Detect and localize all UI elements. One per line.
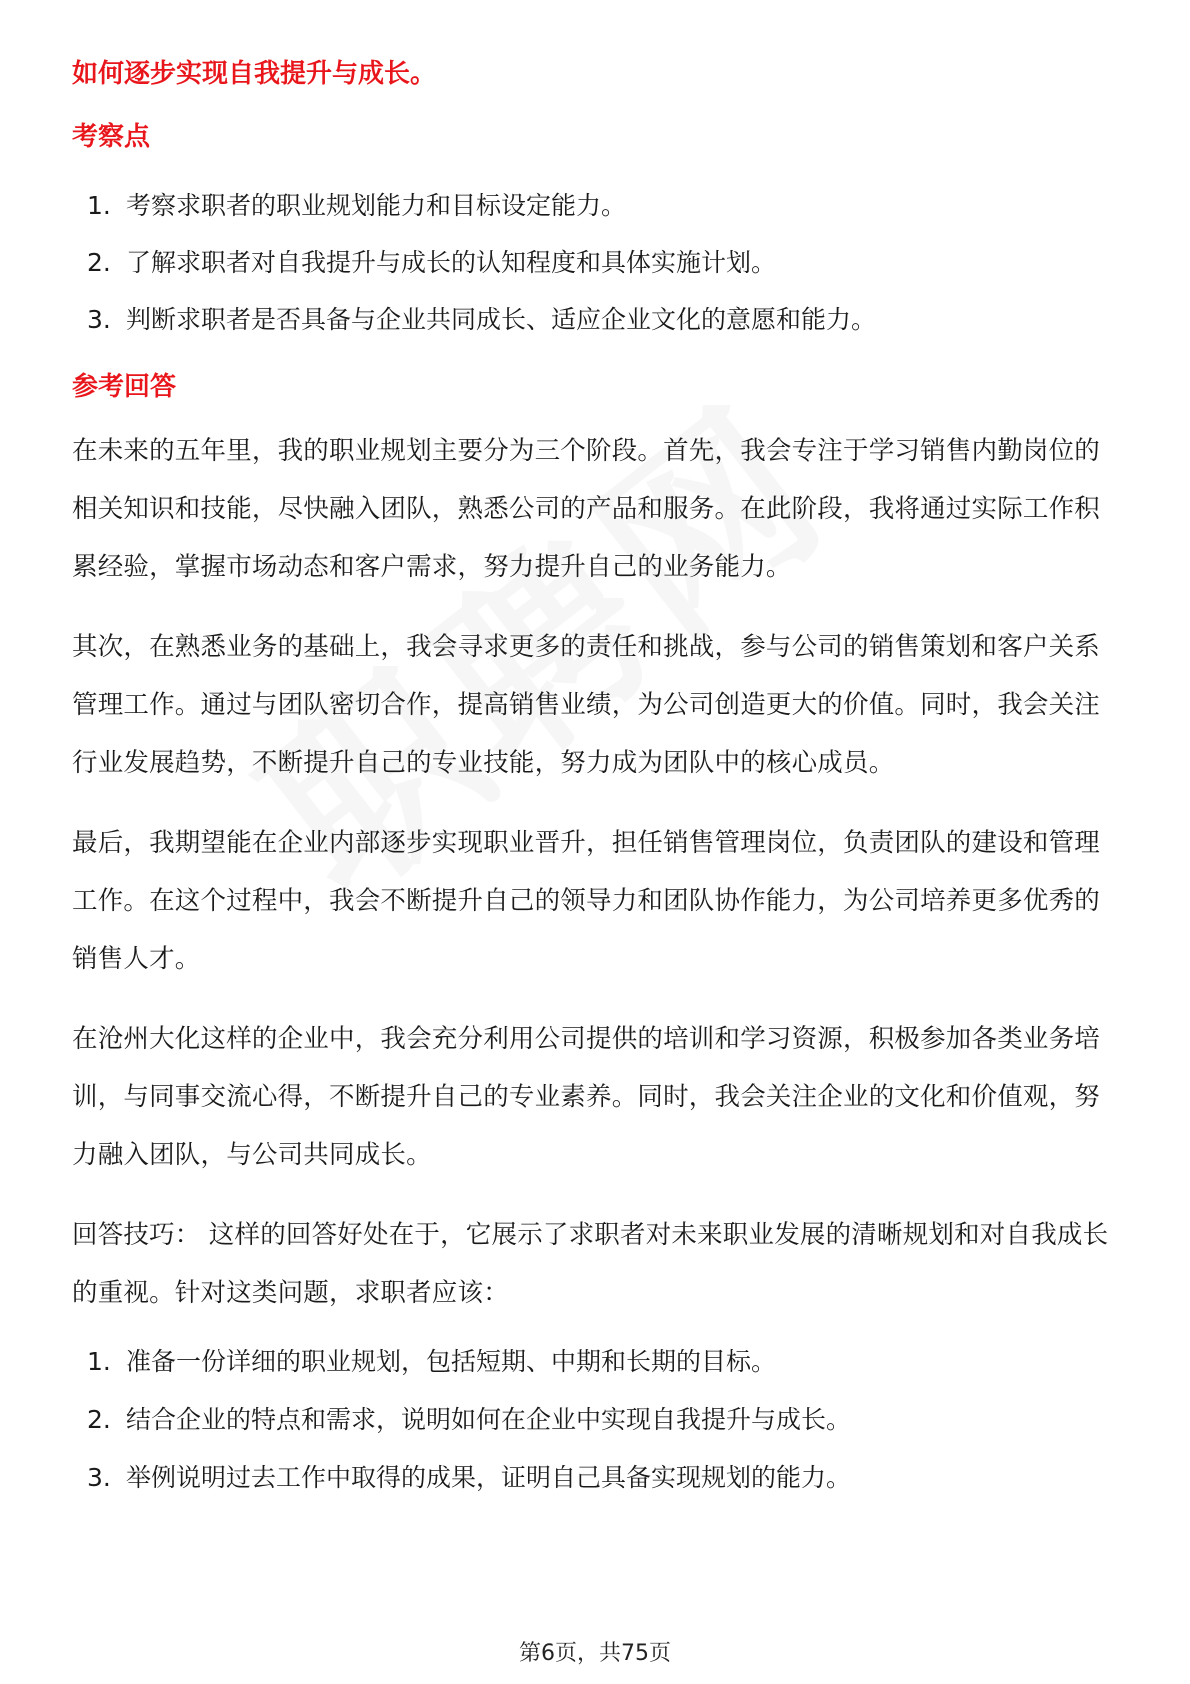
list-item: 3. 判断求职者是否具备与企业共同成长、适应企业文化的意愿和能力。 — [87, 305, 877, 334]
answer-paragraph-4: 在沧州大化这样的企业中，我会充分利用公司提供的培训和学习资源，积极参加各类业务培训，与同事交流心得，不断提升自己的专业素养。同时，我会关注企业的文化和价值观，努力融入团队，与公司共同成长。 — [72, 1024, 1101, 1170]
tips-list — [72, 1344, 1118, 1496]
answer-tips-intro: 回答技巧： 这样的回答好处在于，它展示了求职者对未来职业发展的清晰规划和对自我成长的重视。针对这类问题，求职者应该： — [72, 1220, 1109, 1308]
section-title-answer: 参考回答 — [72, 372, 177, 402]
section-title-kaocha: 考察点 — [72, 122, 151, 152]
answer-paragraph-3: 最后，我期望能在企业内部逐步实现职业晋升，担任销售管理岗位，负责团队的建设和管理工作。在这个过程中，我会不断提升自己的领导力和团队协作能力，为公司培养更多优秀的销售人才。 — [72, 828, 1101, 974]
kaocha-list — [72, 188, 1118, 338]
list-item: 3. 举例说明过去工作中取得的成果，证明自己具备实现规划的能力。 — [87, 1463, 852, 1492]
list-item: 1. 考察求职者的职业规划能力和目标设定能力。 — [87, 191, 627, 220]
answer-paragraph-1: 在未来的五年里，我的职业规划主要分为三个阶段。首先，我会专注于学习销售内勤岗位的相关知识和技能，尽快融入团队，熟悉公司的产品和服务。在此阶段，我将通过实际工作积累经验，掌握市场动态和客户需求，努力提升自己的业务能力。 — [72, 436, 1101, 582]
list-item: 2. 结合企业的特点和需求，说明如何在企业中实现自我提升与成长。 — [87, 1405, 852, 1434]
list-item: 2. 了解求职者对自我提升与成长的认知程度和具体实施计划。 — [87, 248, 777, 277]
question-title: 如何逐步实现自我提升与成长。 — [72, 59, 437, 89]
document-page — [72, 50, 1118, 1518]
page-footer: 第6页，共75页 — [519, 1641, 671, 1666]
list-item: 1. 准备一份详细的职业规划，包括短期、中期和长期的目标。 — [87, 1347, 777, 1376]
answer-paragraph-2: 其次，在熟悉业务的基础上，我会寻求更多的责任和挑战，参与公司的销售策划和客户关系管理工作。通过与团队密切合作，提高销售业绩，为公司创造更大的价值。同时，我会关注行业发展趋势，不断提升自己的专业技能，努力成为团队中的核心成员。 — [72, 632, 1101, 778]
